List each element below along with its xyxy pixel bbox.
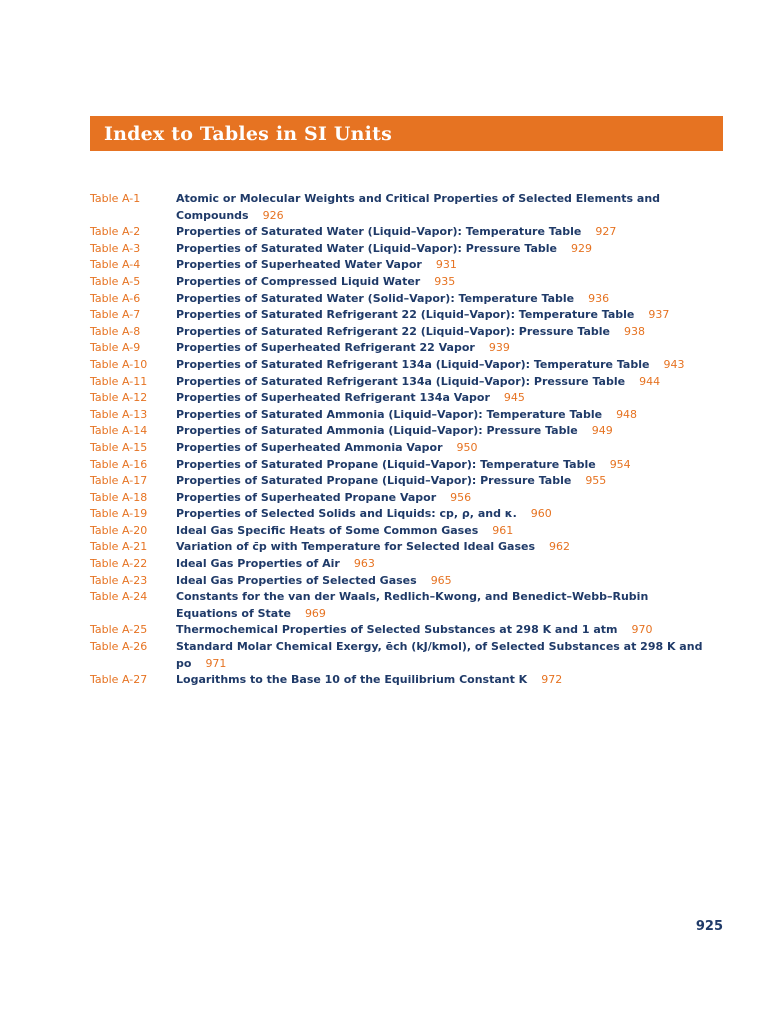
table-label: Table A-20 bbox=[90, 523, 148, 537]
table-label: Table A-3 bbox=[90, 241, 141, 255]
table-title-block bbox=[176, 257, 730, 274]
page-reference: 954 bbox=[609, 457, 631, 471]
table-title-block bbox=[176, 506, 730, 523]
toc-entry bbox=[90, 374, 730, 391]
table-title: Properties of Superheated Refrigerant 134a Vapor bbox=[176, 391, 490, 405]
toc-entry bbox=[90, 523, 730, 540]
table-title: Properties of Saturated Propane (Liquid–Vapor): Pressure Table bbox=[176, 474, 572, 488]
table-title-block bbox=[176, 274, 730, 291]
table-title-block bbox=[176, 573, 730, 590]
toc-entry bbox=[90, 622, 730, 639]
table-title-line bbox=[176, 589, 730, 606]
page-reference: 949 bbox=[591, 424, 613, 438]
table-label: Table A-19 bbox=[90, 507, 148, 521]
page-reference: 961 bbox=[492, 523, 514, 537]
page-reference: 960 bbox=[530, 507, 552, 521]
page-reference: 970 bbox=[631, 623, 653, 637]
page-reference: 956 bbox=[450, 490, 472, 504]
table-title: Properties of Saturated Refrigerant 22 (Liquid–Vapor): Pressure Table bbox=[176, 324, 611, 338]
table-label: Table A-25 bbox=[90, 623, 148, 637]
table-title: Properties of Saturated Ammonia (Liquid–Vapor): Pressure Table bbox=[176, 424, 578, 438]
page-reference: 950 bbox=[456, 440, 478, 454]
table-title: Ideal Gas Properties of Selected Gases bbox=[176, 573, 417, 587]
page-reference: 965 bbox=[430, 573, 452, 587]
toc-entry bbox=[90, 307, 730, 324]
table-title-block bbox=[176, 340, 730, 357]
table-title-block bbox=[176, 589, 730, 622]
table-title: Ideal Gas Specific Heats of Some Common Gases bbox=[176, 523, 479, 537]
table-title-block bbox=[176, 374, 730, 391]
table-label: Table A-13 bbox=[90, 407, 148, 421]
page-reference: 955 bbox=[585, 474, 607, 488]
table-title: Properties of Superheated Water Vapor bbox=[176, 258, 422, 272]
page-reference: 962 bbox=[549, 540, 571, 554]
toc-entry bbox=[90, 191, 730, 224]
toc-entry bbox=[90, 340, 730, 357]
table-index-list bbox=[90, 191, 730, 689]
toc-entry bbox=[90, 357, 730, 374]
table-title-block bbox=[176, 490, 730, 507]
page-number: 925 bbox=[695, 919, 723, 934]
table-title-block bbox=[176, 539, 730, 556]
table-title-block bbox=[176, 457, 730, 474]
table-title-block bbox=[176, 291, 730, 308]
toc-entry bbox=[90, 556, 730, 573]
page-reference: 944 bbox=[639, 374, 661, 388]
page-reference: 972 bbox=[541, 673, 563, 687]
toc-entry bbox=[90, 589, 730, 622]
table-title-block bbox=[176, 672, 730, 689]
table-label: Table A-16 bbox=[90, 457, 148, 471]
toc-entry bbox=[90, 473, 730, 490]
toc-entry bbox=[90, 672, 730, 689]
table-title: Properties of Superheated Refrigerant 22 Vapor bbox=[176, 341, 475, 355]
page-title: Index to Tables in SI Units bbox=[104, 122, 392, 145]
table-title-block bbox=[176, 357, 730, 374]
page-reference: 927 bbox=[595, 225, 617, 239]
page-reference: 936 bbox=[588, 291, 610, 305]
table-title-continued: Equations of State bbox=[176, 606, 291, 620]
table-title: Properties of Saturated Ammonia (Liquid–Vapor): Temperature Table bbox=[176, 407, 603, 421]
toc-entry bbox=[90, 274, 730, 291]
table-title: Properties of Superheated Ammonia Vapor bbox=[176, 440, 443, 454]
table-title: Constants for the van der Waals, Redlich–Kwong, and Benedict–Webb–Rubin bbox=[176, 590, 649, 604]
title-banner bbox=[90, 116, 723, 151]
table-title: Properties of Saturated Refrigerant 22 (Liquid–Vapor): Temperature Table bbox=[176, 308, 635, 322]
page-reference: 969 bbox=[304, 606, 326, 620]
table-label: Table A-27 bbox=[90, 673, 148, 687]
table-title: Atomic or Molecular Weights and Critical Properties of Selected Elements and Compounds bbox=[176, 192, 661, 222]
toc-entry bbox=[90, 440, 730, 457]
table-title: Properties of Saturated Refrigerant 134a (Liquid–Vapor): Temperature Table bbox=[176, 357, 650, 371]
table-title-block bbox=[176, 440, 730, 457]
table-title-block bbox=[176, 307, 730, 324]
table-title: Variation of c̄p with Temperature for Selected Ideal Gases bbox=[176, 540, 536, 554]
toc-entry bbox=[90, 224, 730, 241]
table-label: Table A-7 bbox=[90, 308, 141, 322]
table-label: Table A-11 bbox=[90, 374, 148, 388]
table-title: Properties of Compressed Liquid Water bbox=[176, 274, 421, 288]
table-title: Logarithms to the Base 10 of the Equilibrium Constant K bbox=[176, 673, 528, 687]
table-title-block bbox=[176, 407, 730, 424]
table-label: Table A-23 bbox=[90, 573, 148, 587]
table-label: Table A-26 bbox=[90, 640, 148, 654]
table-title-line bbox=[176, 606, 730, 623]
table-title: Properties of Saturated Water (Liquid–Vapor): Pressure Table bbox=[176, 241, 557, 255]
table-title: Properties of Saturated Refrigerant 134a (Liquid–Vapor): Pressure Table bbox=[176, 374, 626, 388]
toc-entry bbox=[90, 324, 730, 341]
page-reference: 935 bbox=[434, 274, 456, 288]
table-title-block bbox=[176, 639, 730, 672]
page-reference: 943 bbox=[663, 357, 685, 371]
table-label: Table A-24 bbox=[90, 590, 148, 604]
table-title-block bbox=[176, 423, 730, 440]
table-label: Table A-14 bbox=[90, 424, 148, 438]
page-reference: 971 bbox=[205, 656, 227, 670]
table-title: Properties of Saturated Water (Liquid–Vapor): Temperature Table bbox=[176, 225, 582, 239]
toc-entry bbox=[90, 573, 730, 590]
toc-entry bbox=[90, 457, 730, 474]
table-label: Table A-12 bbox=[90, 391, 148, 405]
table-title: Ideal Gas Properties of Air bbox=[176, 557, 340, 571]
page-reference: 939 bbox=[488, 341, 510, 355]
table-label: Table A-22 bbox=[90, 557, 148, 571]
toc-entry bbox=[90, 539, 730, 556]
page-reference: 937 bbox=[648, 308, 670, 322]
page-reference: 926 bbox=[262, 208, 284, 222]
page-reference: 938 bbox=[624, 324, 646, 338]
table-title-block bbox=[176, 191, 730, 224]
page-reference: 931 bbox=[435, 258, 457, 272]
table-title-block bbox=[176, 556, 730, 573]
table-title-block bbox=[176, 622, 730, 639]
table-title: Properties of Selected Solids and Liquids: cp, ρ, and κ. bbox=[176, 507, 517, 521]
table-label: Table A-18 bbox=[90, 490, 148, 504]
toc-entry bbox=[90, 257, 730, 274]
table-title-block bbox=[176, 224, 730, 241]
table-title-block bbox=[176, 523, 730, 540]
table-title-block bbox=[176, 390, 730, 407]
table-title: Properties of Saturated Water (Solid–Vapor): Temperature Table bbox=[176, 291, 575, 305]
page-reference: 929 bbox=[571, 241, 592, 255]
table-label: Table A-2 bbox=[90, 225, 141, 239]
table-title-block bbox=[176, 473, 730, 490]
toc-entry bbox=[90, 639, 730, 672]
table-label: Table A-17 bbox=[90, 474, 148, 488]
table-label: Table A-6 bbox=[90, 291, 141, 305]
toc-entry bbox=[90, 241, 730, 258]
toc-entry bbox=[90, 506, 730, 523]
toc-entry bbox=[90, 490, 730, 507]
table-label: Table A-8 bbox=[90, 324, 141, 338]
table-label: Table A-21 bbox=[90, 540, 148, 554]
page-reference: 948 bbox=[616, 407, 638, 421]
table-label: Table A-4 bbox=[90, 258, 141, 272]
table-title: Standard Molar Chemical Exergy, ēch (kJ/kmol), of Selected Substances at 298 K and po bbox=[176, 640, 703, 670]
table-title: Thermochemical Properties of Selected Substances at 298 K and 1 atm bbox=[176, 623, 618, 637]
toc-entry bbox=[90, 390, 730, 407]
table-title-block bbox=[176, 324, 730, 341]
toc-entry bbox=[90, 407, 730, 424]
table-title: Properties of Saturated Propane (Liquid–Vapor): Temperature Table bbox=[176, 457, 596, 471]
table-label: Table A-15 bbox=[90, 440, 148, 454]
toc-entry bbox=[90, 291, 730, 308]
table-label: Table A-10 bbox=[90, 357, 148, 371]
page-reference: 945 bbox=[503, 391, 525, 405]
table-title-block bbox=[176, 241, 730, 258]
table-label: Table A-9 bbox=[90, 341, 141, 355]
table-label: Table A-1 bbox=[90, 192, 141, 205]
table-label: Table A-5 bbox=[90, 274, 141, 288]
toc-entry bbox=[90, 423, 730, 440]
table-title: Properties of Superheated Propane Vapor bbox=[176, 490, 437, 504]
page-reference: 963 bbox=[353, 557, 375, 571]
